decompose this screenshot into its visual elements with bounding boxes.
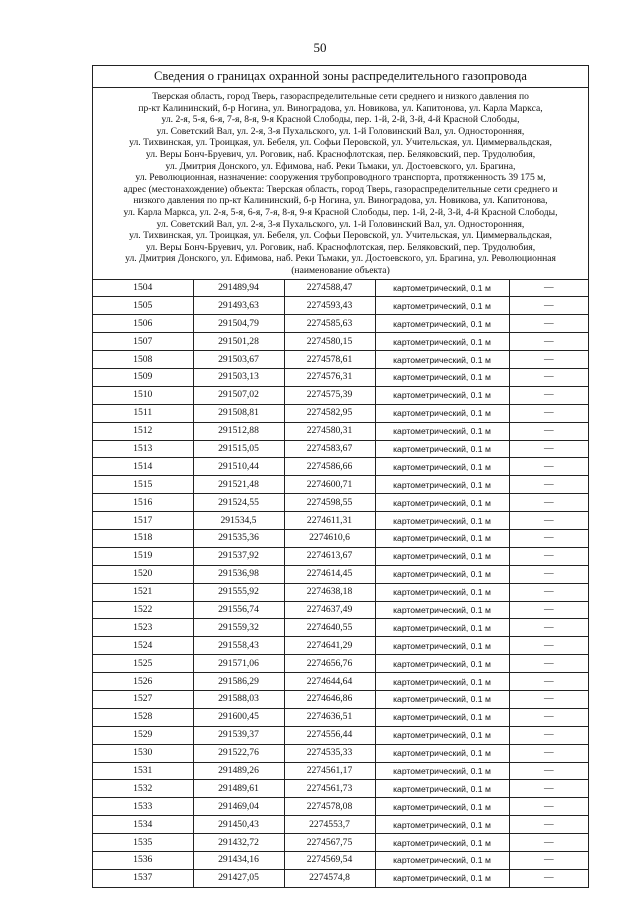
- method-cell: картометрический, 0.1 м: [375, 637, 509, 655]
- point-number-cell: 1521: [93, 583, 193, 601]
- point-number-cell: 1505: [93, 297, 193, 315]
- method-cell: картометрический, 0.1 м: [375, 333, 509, 351]
- method-cell: картометрический, 0.1 м: [375, 565, 509, 583]
- note-cell: —: [509, 440, 588, 458]
- x-coordinate-cell: 291524,55: [193, 494, 284, 512]
- coordinates-table: [93, 279, 588, 887]
- y-coordinate-cell: 2274656,76: [284, 655, 375, 673]
- x-coordinate-cell: 291512,88: [193, 422, 284, 440]
- point-number-cell: 1530: [93, 744, 193, 762]
- note-cell: —: [509, 816, 588, 834]
- x-coordinate-cell: 291558,43: [193, 637, 284, 655]
- table-title: Сведения о границах охранной зоны распределительного газопровода: [93, 66, 588, 88]
- point-number-cell: 1513: [93, 440, 193, 458]
- y-coordinate-cell: 2274614,45: [284, 565, 375, 583]
- note-cell: —: [509, 798, 588, 816]
- method-cell: картометрический, 0.1 м: [375, 816, 509, 834]
- y-coordinate-cell: 2274574,8: [284, 869, 375, 886]
- point-number-cell: 1528: [93, 708, 193, 726]
- method-cell: картометрический, 0.1 м: [375, 708, 509, 726]
- point-number-cell: 1511: [93, 404, 193, 422]
- y-coordinate-cell: 2274561,73: [284, 780, 375, 798]
- x-coordinate-cell: 291521,48: [193, 476, 284, 494]
- note-cell: —: [509, 619, 588, 637]
- table-row: [93, 601, 588, 619]
- table-row: [93, 708, 588, 726]
- y-coordinate-cell: 2274569,54: [284, 852, 375, 870]
- point-number-cell: 1537: [93, 869, 193, 886]
- x-coordinate-cell: 291507,02: [193, 386, 284, 404]
- description-line: адрес (местонахождение) объекта: Тверская область, город Тверь, газораспределительные сети среднего и: [123, 183, 558, 195]
- table-row: [93, 351, 588, 369]
- y-coordinate-cell: 2274578,61: [284, 351, 375, 369]
- note-cell: —: [509, 726, 588, 744]
- point-number-cell: 1532: [93, 780, 193, 798]
- note-cell: —: [509, 386, 588, 404]
- table-row: [93, 458, 588, 476]
- method-cell: картометрический, 0.1 м: [375, 852, 509, 870]
- point-number-cell: 1526: [93, 673, 193, 691]
- description-line: ул. Тихвинская, ул. Троицкая, ул. Бебеля, ул. Софьи Перовской, ул. Учительская, ул. Циммервальдская,: [129, 230, 552, 242]
- table-row: [93, 315, 588, 333]
- note-cell: —: [509, 762, 588, 780]
- point-number-cell: 1514: [93, 458, 193, 476]
- x-coordinate-cell: 291556,74: [193, 601, 284, 619]
- table-row: [93, 619, 588, 637]
- description-line: Тверская область, город Тверь, газораспределительные сети среднего и низкого давления по: [152, 91, 529, 102]
- method-cell: картометрический, 0.1 м: [375, 297, 509, 315]
- method-cell: картометрический, 0.1 м: [375, 529, 509, 547]
- method-cell: картометрический, 0.1 м: [375, 798, 509, 816]
- x-coordinate-cell: 291493,63: [193, 297, 284, 315]
- x-coordinate-cell: 291469,04: [193, 798, 284, 816]
- x-coordinate-cell: 291555,92: [193, 583, 284, 601]
- point-number-cell: 1506: [93, 315, 193, 333]
- y-coordinate-cell: 2274586,66: [284, 458, 375, 476]
- description-line: ул. Советский Вал, ул. 2-я, 3-я Пухальского, ул. 1-й Головинский Вал, ул. Односторонняя,: [156, 218, 525, 230]
- table-row: [93, 673, 588, 691]
- description-line: низкого давления по пр-кт Калининский, б-р Ногина, ул. Виноградова, ул. Новикова, ул. Капитонова,: [133, 195, 548, 207]
- y-coordinate-cell: 2274553,7: [284, 816, 375, 834]
- note-cell: —: [509, 673, 588, 691]
- note-cell: —: [509, 655, 588, 673]
- x-coordinate-cell: 291537,92: [193, 547, 284, 565]
- note-cell: —: [509, 547, 588, 565]
- table-row: [93, 852, 588, 870]
- description-line: ул. Дмитрия Донского, ул. Ефимова, наб. Реки Тьмаки, ул. Достоевского, ул. Брагина, ул. Революционная: [125, 253, 556, 265]
- table-row: [93, 869, 588, 886]
- y-coordinate-cell: 2274575,39: [284, 386, 375, 404]
- note-cell: —: [509, 744, 588, 762]
- note-cell: —: [509, 494, 588, 512]
- point-number-cell: 1520: [93, 565, 193, 583]
- description-line: пр-кт Калининский, б-р Ногина, ул. Виноградова, ул. Новикова, ул. Капитонова, ул. Карла Маркса,: [138, 102, 543, 114]
- point-number-cell: 1531: [93, 762, 193, 780]
- note-cell: —: [509, 422, 588, 440]
- description-line: ул. Тихвинская, ул. Троицкая, ул. Бебеля, ул. Софьи Перовской, ул. Учительская, ул. Циммервальдская,: [129, 137, 552, 149]
- x-coordinate-cell: 291503,13: [193, 368, 284, 386]
- note-cell: —: [509, 583, 588, 601]
- note-cell: —: [509, 708, 588, 726]
- method-cell: картометрический, 0.1 м: [375, 458, 509, 476]
- table-row: [93, 780, 588, 798]
- y-coordinate-cell: 2274578,08: [284, 798, 375, 816]
- y-coordinate-cell: 2274561,17: [284, 762, 375, 780]
- method-cell: картометрический, 0.1 м: [375, 744, 509, 762]
- point-number-cell: 1529: [93, 726, 193, 744]
- method-cell: картометрический, 0.1 м: [375, 583, 509, 601]
- x-coordinate-cell: 291504,79: [193, 315, 284, 333]
- method-cell: картометрический, 0.1 м: [375, 601, 509, 619]
- y-coordinate-cell: 2274582,95: [284, 404, 375, 422]
- table-row: [93, 297, 588, 315]
- x-coordinate-cell: 291515,05: [193, 440, 284, 458]
- note-cell: —: [509, 852, 588, 870]
- description-line: ул. Революционная, назначение: сооружения трубопроводного транспорта, протяженность 39 175 м,: [135, 172, 546, 184]
- method-cell: картометрический, 0.1 м: [375, 422, 509, 440]
- table-row: [93, 655, 588, 673]
- note-cell: —: [509, 404, 588, 422]
- table-row: [93, 637, 588, 655]
- point-number-cell: 1519: [93, 547, 193, 565]
- table-row: [93, 798, 588, 816]
- table-row: [93, 690, 588, 708]
- method-cell: картометрический, 0.1 м: [375, 547, 509, 565]
- description-line: ул. Веры Бонч-Бруевич, ул. Роговик, наб. Краснофлотская, пер. Беляковский, пер. Трудолюбия,: [145, 241, 536, 253]
- method-cell: картометрический, 0.1 м: [375, 512, 509, 530]
- table-row: [93, 529, 588, 547]
- note-cell: —: [509, 458, 588, 476]
- table-row: [93, 834, 588, 852]
- note-cell: —: [509, 315, 588, 333]
- y-coordinate-cell: 2274610,6: [284, 529, 375, 547]
- x-coordinate-cell: 291571,06: [193, 655, 284, 673]
- point-number-cell: 1512: [93, 422, 193, 440]
- method-cell: картометрический, 0.1 м: [375, 404, 509, 422]
- x-coordinate-cell: 291510,44: [193, 458, 284, 476]
- table-row: [93, 422, 588, 440]
- point-number-cell: 1507: [93, 333, 193, 351]
- method-cell: картометрический, 0.1 м: [375, 315, 509, 333]
- y-coordinate-cell: 2274576,31: [284, 368, 375, 386]
- y-coordinate-cell: 2274580,15: [284, 333, 375, 351]
- method-cell: картометрический, 0.1 м: [375, 834, 509, 852]
- table-row: [93, 494, 588, 512]
- method-cell: картометрический, 0.1 м: [375, 476, 509, 494]
- method-cell: картометрический, 0.1 м: [375, 869, 509, 886]
- note-cell: —: [509, 834, 588, 852]
- note-cell: —: [509, 368, 588, 386]
- method-cell: картометрический, 0.1 м: [375, 673, 509, 691]
- method-cell: картометрический, 0.1 м: [375, 279, 509, 297]
- x-coordinate-cell: 291450,43: [193, 816, 284, 834]
- y-coordinate-cell: 2274588,47: [284, 279, 375, 297]
- method-cell: картометрический, 0.1 м: [375, 351, 509, 369]
- note-cell: —: [509, 476, 588, 494]
- y-coordinate-cell: 2274583,67: [284, 440, 375, 458]
- point-number-cell: 1525: [93, 655, 193, 673]
- point-number-cell: 1518: [93, 529, 193, 547]
- x-coordinate-cell: 291539,37: [193, 726, 284, 744]
- note-cell: —: [509, 869, 588, 886]
- y-coordinate-cell: 2274535,33: [284, 744, 375, 762]
- y-coordinate-cell: 2274593,43: [284, 297, 375, 315]
- note-cell: —: [509, 690, 588, 708]
- y-coordinate-cell: 2274646,86: [284, 690, 375, 708]
- method-cell: картометрический, 0.1 м: [375, 762, 509, 780]
- y-coordinate-cell: 2274567,75: [284, 834, 375, 852]
- point-number-cell: 1535: [93, 834, 193, 852]
- y-coordinate-cell: 2274636,51: [284, 708, 375, 726]
- table-row: [93, 404, 588, 422]
- note-cell: —: [509, 279, 588, 297]
- table-row: [93, 476, 588, 494]
- boundary-table: [92, 65, 589, 888]
- y-coordinate-cell: 2274585,63: [284, 315, 375, 333]
- y-coordinate-cell: 2274580,31: [284, 422, 375, 440]
- note-cell: —: [509, 601, 588, 619]
- x-coordinate-cell: 291588,03: [193, 690, 284, 708]
- table-row: [93, 386, 588, 404]
- x-coordinate-cell: 291503,67: [193, 351, 284, 369]
- x-coordinate-cell: 291600,45: [193, 708, 284, 726]
- table-row: [93, 440, 588, 458]
- point-number-cell: 1510: [93, 386, 193, 404]
- description-line: ул. Советский Вал, ул. 2-я, 3-я Пухальского, ул. 1-й Головинский Вал, ул. Односторонняя,: [156, 125, 525, 137]
- table-row: [93, 565, 588, 583]
- y-coordinate-cell: 2274600,71: [284, 476, 375, 494]
- table-row: [93, 744, 588, 762]
- note-cell: —: [509, 529, 588, 547]
- method-cell: картометрический, 0.1 м: [375, 726, 509, 744]
- table-row: [93, 279, 588, 297]
- table-row: [93, 368, 588, 386]
- x-coordinate-cell: 291432,72: [193, 834, 284, 852]
- description-line: (наименование объекта): [291, 264, 390, 276]
- point-number-cell: 1509: [93, 368, 193, 386]
- method-cell: картометрический, 0.1 м: [375, 494, 509, 512]
- x-coordinate-cell: 291586,29: [193, 673, 284, 691]
- y-coordinate-cell: 2274640,55: [284, 619, 375, 637]
- point-number-cell: 1516: [93, 494, 193, 512]
- method-cell: картометрический, 0.1 м: [375, 368, 509, 386]
- x-coordinate-cell: 291508,81: [193, 404, 284, 422]
- x-coordinate-cell: 291522,76: [193, 744, 284, 762]
- method-cell: картометрический, 0.1 м: [375, 619, 509, 637]
- point-number-cell: 1524: [93, 637, 193, 655]
- table-row: [93, 816, 588, 834]
- table-row: [93, 333, 588, 351]
- point-number-cell: 1515: [93, 476, 193, 494]
- y-coordinate-cell: 2274613,67: [284, 547, 375, 565]
- table-row: [93, 726, 588, 744]
- method-cell: картометрический, 0.1 м: [375, 440, 509, 458]
- note-cell: —: [509, 780, 588, 798]
- y-coordinate-cell: 2274598,55: [284, 494, 375, 512]
- x-coordinate-cell: 291534,5: [193, 512, 284, 530]
- y-coordinate-cell: 2274638,18: [284, 583, 375, 601]
- point-number-cell: 1504: [93, 279, 193, 297]
- x-coordinate-cell: 291427,05: [193, 869, 284, 886]
- y-coordinate-cell: 2274637,49: [284, 601, 375, 619]
- point-number-cell: 1523: [93, 619, 193, 637]
- y-coordinate-cell: 2274611,31: [284, 512, 375, 530]
- x-coordinate-cell: 291489,26: [193, 762, 284, 780]
- x-coordinate-cell: 291501,28: [193, 333, 284, 351]
- note-cell: —: [509, 637, 588, 655]
- method-cell: картометрический, 0.1 м: [375, 386, 509, 404]
- table-row: [93, 547, 588, 565]
- method-cell: картометрический, 0.1 м: [375, 690, 509, 708]
- x-coordinate-cell: 291535,36: [193, 529, 284, 547]
- description-line: ул. Веры Бонч-Бруевич, ул. Роговик, наб. Краснофлотская, пер. Беляковский, пер. Трудолюбия,: [145, 148, 536, 160]
- method-cell: картометрический, 0.1 м: [375, 780, 509, 798]
- note-cell: —: [509, 512, 588, 530]
- point-number-cell: 1508: [93, 351, 193, 369]
- note-cell: —: [509, 351, 588, 369]
- page-number: 50: [313, 40, 327, 55]
- point-number-cell: 1517: [93, 512, 193, 530]
- table-row: [93, 583, 588, 601]
- note-cell: —: [509, 333, 588, 351]
- x-coordinate-cell: 291489,61: [193, 780, 284, 798]
- description-line: ул. Дмитрия Донского, ул. Ефимова, наб. Реки Тьмаки, ул. Достоевского, ул. Брагина,: [165, 160, 516, 172]
- y-coordinate-cell: 2274556,44: [284, 726, 375, 744]
- y-coordinate-cell: 2274644,64: [284, 673, 375, 691]
- point-number-cell: 1534: [93, 816, 193, 834]
- note-cell: —: [509, 297, 588, 315]
- description-line: ул. Карла Маркса, ул. 2-я, 5-я, 6-я, 7-я, 8-я, 9-я Красной Слободы, пер. 1-й, 2-й, 3-й, 4-й Красной Слободы,: [123, 206, 558, 218]
- object-description: [93, 88, 588, 279]
- point-number-cell: 1533: [93, 798, 193, 816]
- point-number-cell: 1527: [93, 690, 193, 708]
- x-coordinate-cell: 291434,16: [193, 852, 284, 870]
- table-row: [93, 762, 588, 780]
- x-coordinate-cell: 291489,94: [193, 279, 284, 297]
- table-row: [93, 512, 588, 530]
- point-number-cell: 1522: [93, 601, 193, 619]
- x-coordinate-cell: 291536,98: [193, 565, 284, 583]
- y-coordinate-cell: 2274641,29: [284, 637, 375, 655]
- note-cell: —: [509, 565, 588, 583]
- point-number-cell: 1536: [93, 852, 193, 870]
- method-cell: картометрический, 0.1 м: [375, 655, 509, 673]
- description-line: ул. 2-я, 5-я, 6-я, 7-я, 8-я, 9-я Красной Слободы, пер. 1-й, 2-й, 3-й, 4-й Красной Слободы,: [161, 114, 520, 126]
- x-coordinate-cell: 291559,32: [193, 619, 284, 637]
